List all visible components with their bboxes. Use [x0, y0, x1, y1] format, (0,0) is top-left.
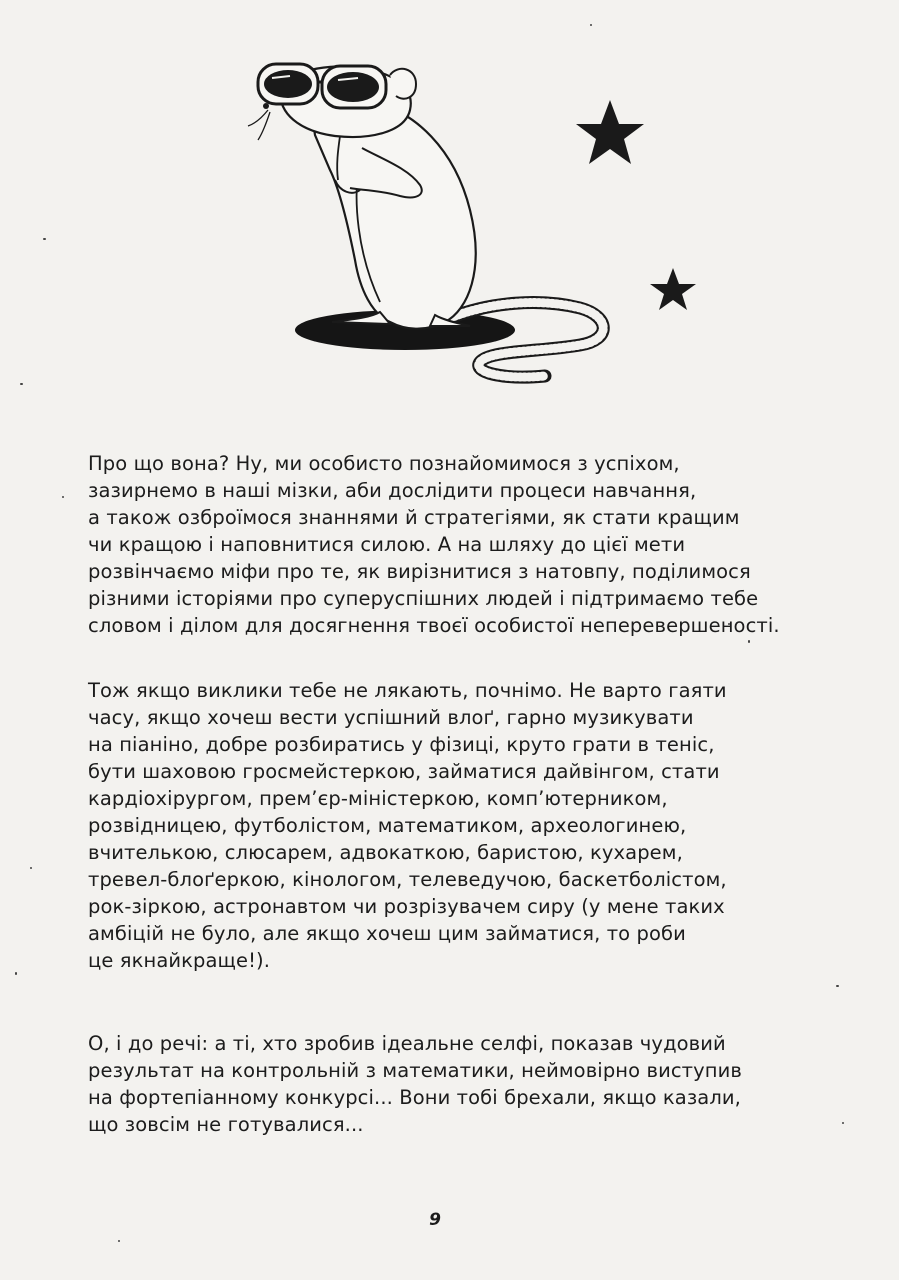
- paper-speck: [15, 972, 17, 975]
- paragraph-closing: [88, 1030, 788, 1138]
- star-icon: [650, 268, 696, 310]
- star-icon: [576, 100, 644, 164]
- paper-speck: [748, 640, 750, 643]
- paragraph-text: Про що вона? Ну, ми особисто познайомимося з успіхом, зазирнемо в наші мізки, аби дослідити процеси навчання, а також озброїмося знаннями й стратегіями, як стати кращим чи кращою і наповнитися силою. А на шляху до цієї мети розвінчаємо міфи про те, як вирізнитися з натовпу, поділимося різними історіями про суперуспішних людей і підтримаємо тебе словом і ділом для досягнення твоєї особистої неперевершеності.: [88, 452, 780, 637]
- paper-speck: [20, 383, 23, 385]
- paper-speck: [43, 238, 46, 240]
- paper-speck: [62, 496, 64, 498]
- page-number: 9: [429, 1210, 441, 1230]
- paper-speck: [30, 867, 32, 869]
- paragraph-careers: [88, 677, 788, 974]
- paper-speck: [118, 1240, 120, 1242]
- rat-illustration-icon: [240, 40, 710, 400]
- paper-speck: [590, 24, 592, 26]
- paragraph-intro: [88, 450, 788, 639]
- paper-speck: [842, 1122, 844, 1124]
- paragraph-text: Тож якщо виклики тебе не лякають, почнімо. Не варто гаяти часу, якщо хочеш вести успішний влоґ, гарно музикувати на піаніно, добре розбиратись у фізиці, круто грати в теніс, бути шаховою гросмейстеркою, займатися дайвінгом, стати кардіохірургом, прем’єр-міністеркою, комп’ютерником, розвідницею, футболістом, математиком, археологинею, вчителькою, слюсарем, адвокаткою, баристою, кухарем, тревел-блоґеркою, кінологом, телеведучою, баскетболістом, рок-зіркою, астронавтом чи розрізувачем сиру (у мене таких амбіцій не було, але якщо хочеш цим займатися, то роби це якнайкраще!).: [88, 679, 727, 972]
- paper-speck: [836, 985, 839, 987]
- paragraph-text: О, і до речі: а ті, хто зробив ідеальне селфі, показав чудовий результат на контрольній з математики, неймовірно виступив на фортепіанному конкурсі... Вони тобі брехали, якщо казали, що зовсім не готувалися...: [88, 1032, 742, 1136]
